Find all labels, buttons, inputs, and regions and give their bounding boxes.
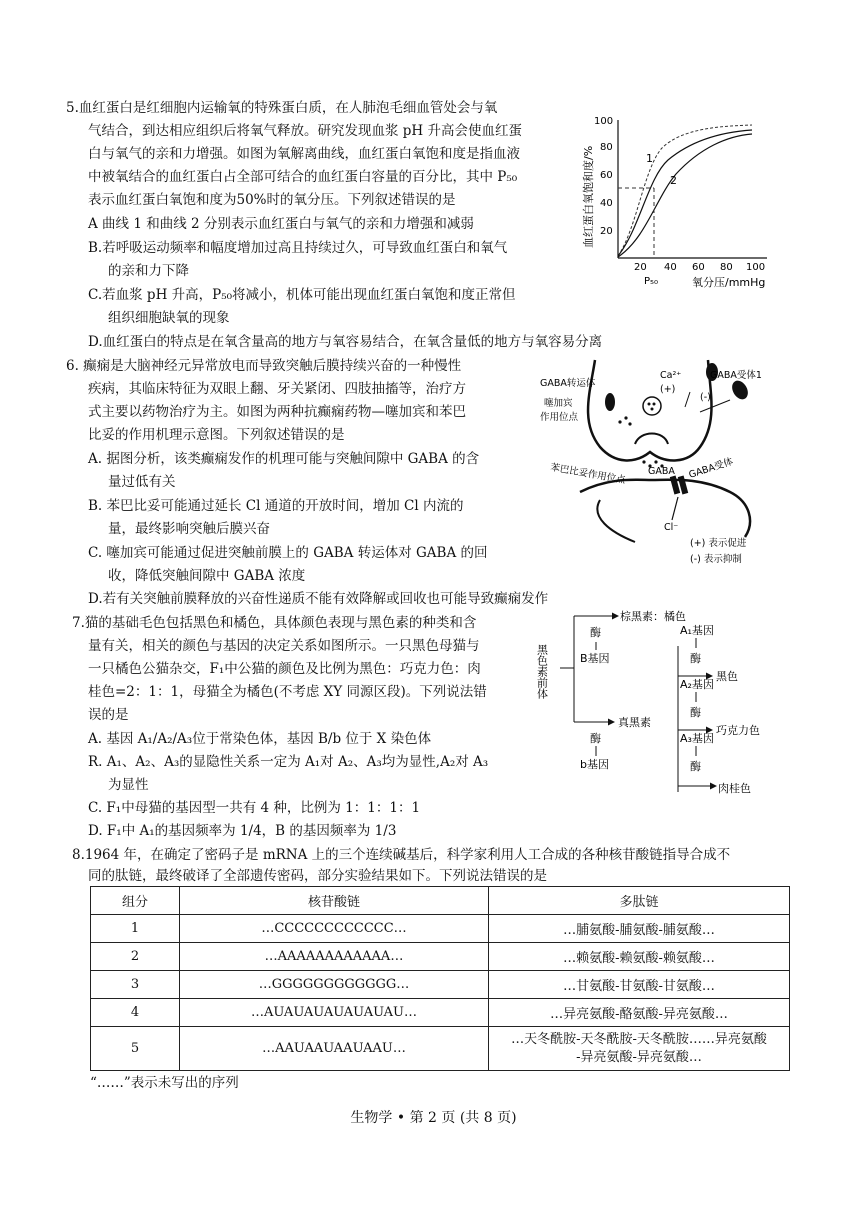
label-a3-gene: A₃基因 xyxy=(680,732,714,745)
label-gaba-receptor: GABA受体 xyxy=(687,456,735,481)
label-gaba-transporter: GABA转运体 xyxy=(540,378,596,389)
x-tick: 20 xyxy=(634,262,647,273)
curve-1-label: 1 xyxy=(646,152,653,165)
label-cinnamon: 肉桂色 xyxy=(718,782,751,795)
table-row xyxy=(91,971,790,999)
label-enzyme-bottom: 酶 xyxy=(590,732,601,745)
table-cell: 4 xyxy=(91,999,180,1027)
q5-option-c: C.若血浆 pH 升高，P₅₀将减小，机体可能出现血红蛋白氧饱和度正常但 xyxy=(88,287,516,303)
table-cell: …AAAAAAAAAAAA… xyxy=(180,943,489,971)
label-enzyme-top: 酶 xyxy=(590,626,601,639)
label-cl: Cl⁻ xyxy=(664,522,679,533)
q6-option-a-cont: 量过低有关 xyxy=(108,474,176,490)
table-row xyxy=(91,943,790,971)
q6-option-c: C. 噻加宾可能通过促进突触前膜上的 GABA 转运体对 GABA 的回 xyxy=(88,545,488,561)
q6-option-b: B. 苯巴比妥可能通过延长 Cl 通道的开放时间，增加 Cl 内流的 xyxy=(88,498,464,514)
q6-option-d: D.若有关突触前膜释放的兴奋性递质不能有效降解或回收也可能导致癫痫发作 xyxy=(88,591,549,607)
label-phenobarbital-site: 苯巴比妥作用位点 xyxy=(549,462,627,487)
label-gaba: GABA xyxy=(648,466,675,477)
legend-promote: (+) 表示促进 xyxy=(690,538,747,549)
label-ca: Ca²⁺ xyxy=(660,370,682,381)
q5-option-d: D.血红蛋白的特点是在氧含量高的地方与氧容易结合，在氧含量低的地方与氧容易分离 xyxy=(88,334,603,350)
table-row xyxy=(91,1027,790,1071)
table-cell: …异亮氨酸-酪氨酸-异亮氨酸… xyxy=(489,999,790,1027)
q6-option-b-cont: 量，最终影响突触后膜兴奋 xyxy=(108,521,270,537)
q7-option-b: R. A₁、A₂、A₃的显隐性关系一定为 A₁对 A₂、A₃均为显性,A₂对 A₃ xyxy=(88,754,489,770)
table-cell: 5 xyxy=(91,1027,180,1071)
label-pheomelanin: 棕黑素：橘色 xyxy=(620,610,686,623)
table-cell: …AAUAAUAAUAAU… xyxy=(180,1027,489,1071)
label-precursor: 黑色素前体 xyxy=(535,644,549,699)
q7-stem-line: 一只橘色公猫杂交，F₁中公猫的颜色及比例为黑色：巧克力色：肉 xyxy=(88,661,481,677)
q5-option-a: A 曲线 1 和曲线 2 分别表示血红蛋白与氧气的亲和力增强和减弱 xyxy=(88,216,474,232)
label-eumelanin: 真黑素 xyxy=(618,716,651,729)
graph-ylabel: 血红蛋白氧饱和度/% xyxy=(582,145,595,248)
q7-option-a: A. 基因 A₁/A₂/A₃位于常染色体，基因 B/b 位于 X 染色体 xyxy=(88,731,432,747)
q5-stem-line: 白与氧气的亲和力增强。如图为氧解离曲线，血红蛋白氧饱和度是指血液 xyxy=(88,146,520,162)
table-cell: …脯氨酸-脯氨酸-脯氨酸… xyxy=(489,915,790,943)
table-cell: 3 xyxy=(91,971,180,999)
q5-stem-line: 5.血红蛋白是红细胞内运输氧的特殊蛋白质，在人肺泡毛细血管处会与氧 xyxy=(66,100,498,116)
x-tick: 80 xyxy=(720,262,733,273)
table-row xyxy=(91,999,790,1027)
q8-stem-line: 8.1964 年，在确定了密码子是 mRNA 上的三个连续碱基后，科学家利用人工合成的各种核苷酸链指导合成不 xyxy=(72,847,731,863)
y-tick: 60 xyxy=(600,170,613,181)
label-enzyme-a1: 酶 xyxy=(690,652,701,665)
q5-option-b: B.若呼吸运动频率和幅度增加过高且持续过久，可导致血红蛋白和氧气 xyxy=(88,240,508,256)
table-cell-line: …天冬酰胺-天冬酰胺-天冬酰胺……异亮氨酸 xyxy=(511,1031,767,1047)
q5-option-c-cont: 组织细胞缺氧的现象 xyxy=(108,310,230,326)
table-row xyxy=(91,915,790,943)
x-tick: 100 xyxy=(746,262,766,273)
q7-stem-line: 7.猫的基础毛色包括黑色和橘色，具体颜色表现与黑色素的种类和含 xyxy=(72,615,477,631)
table-cell: 2 xyxy=(91,943,180,971)
label-minus: (-) xyxy=(700,392,711,403)
label-a2-gene: A₂基因 xyxy=(680,678,714,691)
page-footer: 生物学 • 第 2 页 (共 8 页) xyxy=(350,1110,517,1126)
table-cell: …GGGGGGGGGGGG… xyxy=(180,971,489,999)
oxygen-dissociation-graph xyxy=(582,108,782,293)
y-tick: 80 xyxy=(600,142,613,153)
x-tick: 60 xyxy=(692,262,705,273)
label-plus: (+) xyxy=(660,384,676,395)
y-tick: 40 xyxy=(600,198,613,209)
label-black: 黑色 xyxy=(716,670,738,683)
legend-inhibit: (-) 表示抑制 xyxy=(690,554,742,565)
table-header: 核苷酸链 xyxy=(180,887,489,915)
q7-option-b-cont: 为显性 xyxy=(108,777,149,793)
q6-stem-line: 式主要以药物治疗为主。如图为两种抗癫痫药物—噻加宾和苯巴 xyxy=(88,404,466,420)
q7-stem-line: 误的是 xyxy=(88,707,129,723)
label-gene-b: B基因 xyxy=(580,652,610,665)
q8-table-note: “……”表示未写出的序列 xyxy=(90,1075,239,1091)
synapse-diagram xyxy=(540,352,790,572)
q5-option-b-cont: 的亲和力下降 xyxy=(108,263,189,279)
y-tick: 20 xyxy=(600,226,613,237)
table-cell: …甘氨酸-甘氨酸-甘氨酸… xyxy=(489,971,790,999)
table-cell-line: -异亮氨酸-异亮氨酸… xyxy=(576,1049,702,1065)
label-tiagabine-site: 作用位点 xyxy=(540,412,579,423)
q6-stem-line: 6. 癫痫是大脑神经元异常放电而导致突触后膜持续兴奋的一种慢性 xyxy=(66,358,462,374)
table-header: 组分 xyxy=(91,887,180,915)
q7-stem-line: 桂色=2：1：1，母猫全为橘色(不考虑 XY 同源区段)。下列说法错 xyxy=(88,684,487,700)
table-header-row xyxy=(91,887,790,915)
q5-stem-line: 气结合，到达相应组织后将氧气释放。研究发现血浆 pH 升高会使血红蛋 xyxy=(88,123,522,139)
q6-option-a: A. 据图分析，该类癫痫发作的机理可能与突触间隙中 GABA 的含 xyxy=(88,451,480,467)
q6-option-c-cont: 收，降低突触间隙中 GABA 浓度 xyxy=(108,568,306,584)
label-chocolate: 巧克力色 xyxy=(716,724,760,737)
p50-label: P₅₀ xyxy=(644,276,659,287)
q5-stem-line: 中被氧结合的血红蛋白占全部可结合的血红蛋白容量的百分比，其中 P₅₀ xyxy=(88,169,518,185)
pigment-pathway-diagram xyxy=(535,606,778,802)
q7-stem-line: 量有关，相关的颜色与基因的决定关系如图所示。一只黑色母猫与 xyxy=(88,638,480,654)
q5-stem-line: 表示血红蛋白氧饱和度为50%时的氧分压。下列叙述错误的是 xyxy=(88,192,456,208)
x-tick: 40 xyxy=(664,262,677,273)
experiment-table xyxy=(90,886,790,1071)
curve-2-label: 2 xyxy=(670,174,677,187)
table-cell: 1 xyxy=(91,915,180,943)
table-cell: …AUAUAUAUAUAUAU… xyxy=(180,999,489,1027)
y-tick: 100 xyxy=(594,116,614,127)
q6-stem-line: 比妥的作用机理示意图。下列叙述错误的是 xyxy=(88,427,345,443)
label-enzyme-a3: 酶 xyxy=(690,760,701,773)
q8-stem-line: 同的肽链，最终破译了全部遗传密码，部分实验结果如下。下列说法错误的是 xyxy=(88,868,547,884)
label-tiagabine: 噻加宾 xyxy=(544,398,573,409)
table-header: 多肽链 xyxy=(489,887,790,915)
label-enzyme-a2: 酶 xyxy=(690,706,701,719)
q7-option-c: C. F₁中母猫的基因型一共有 4 种，比例为 1：1：1：1 xyxy=(88,800,421,816)
curve-2 xyxy=(618,134,752,257)
label-a1-gene: A₁基因 xyxy=(680,624,714,637)
table-cell: …CCCCCCCCCCCC… xyxy=(180,915,489,943)
q6-stem-line: 疾病，其临床特征为双眼上翻、牙关紧闭、四肢抽搐等，治疗方 xyxy=(88,381,466,397)
graph-xlabel: 氧分压/mmHg xyxy=(692,276,766,289)
label-gene-b-lower: b基因 xyxy=(580,758,609,771)
label-gaba-receptor-1: GABA受体1 xyxy=(710,370,762,381)
table-cell-multiline xyxy=(489,1027,790,1071)
table-cell: …赖氨酸-赖氨酸-赖氨酸… xyxy=(489,943,790,971)
q7-option-d: D. F₁中 A₁的基因频率为 1/4，B 的基因频率为 1/3 xyxy=(88,823,397,839)
